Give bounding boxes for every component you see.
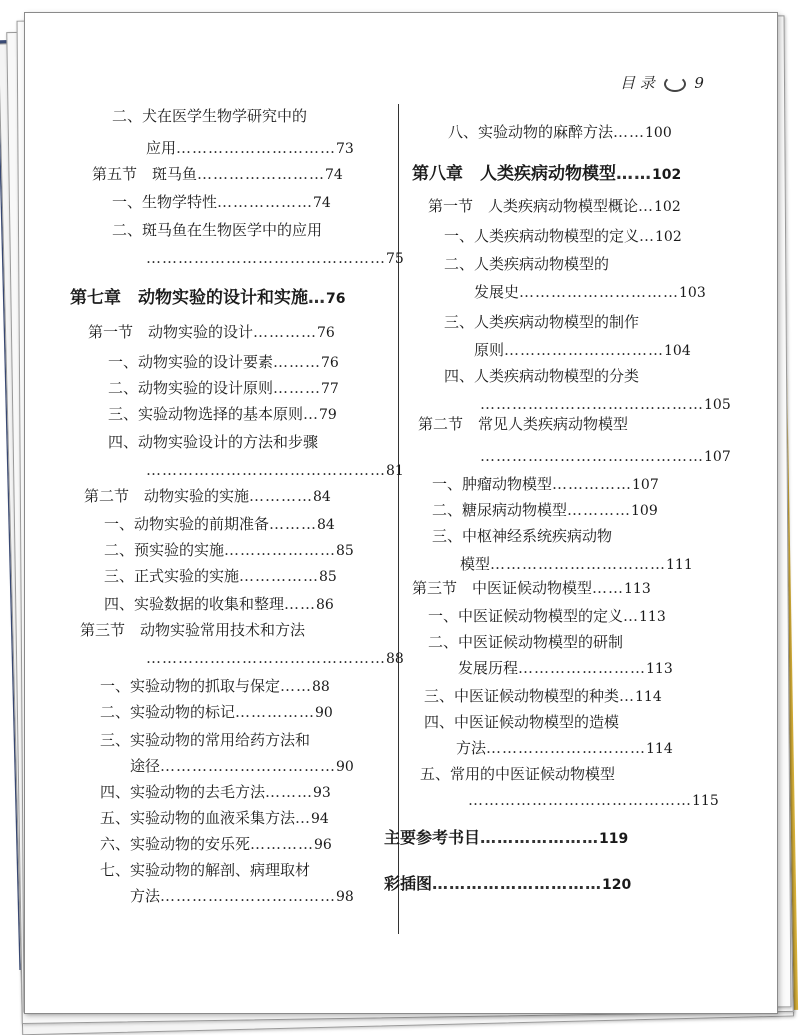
toc-page-number: 81 — [386, 463, 404, 479]
toc-entry-title: 四、动物实验设计的方法和步骤 — [108, 433, 319, 451]
toc-entry-title: 二、犬在医学生物学研究中的 — [112, 107, 308, 125]
toc-entry — [100, 834, 332, 855]
toc-page-number: 74 — [325, 167, 343, 183]
toc-leader-dots: … — [639, 227, 656, 245]
toc-entry-title: 一、动物实验的设计要素 — [108, 353, 274, 371]
toc-entry-title: 三、中枢神经系统疾病动物 — [432, 527, 613, 545]
toc-leader-dots: ……… — [273, 353, 322, 371]
toc-leader-dots: …………… — [552, 475, 633, 493]
toc-leader-dots: ……………… — [217, 193, 314, 211]
toc-entry — [474, 282, 706, 303]
toc-entry — [424, 712, 619, 732]
toc-leader-dots: … — [638, 197, 655, 215]
toc-leader-dots: …… — [284, 595, 317, 613]
toc-page-number: 79 — [319, 407, 337, 423]
toc-entry-title: 四、人类疾病动物模型的分类 — [444, 367, 640, 385]
toc-entry-title: 三、人类疾病动物模型的制作 — [444, 313, 640, 331]
toc-entry — [130, 886, 354, 907]
toc-entry-title: 二、中医证候动物模型的研制 — [428, 633, 624, 651]
toc-entry — [100, 730, 310, 750]
toc-page-number: 74 — [313, 195, 331, 211]
toc-entry — [100, 782, 331, 803]
toc-page-number: 88 — [312, 679, 330, 695]
toc-leader-dots: …………… — [239, 567, 320, 585]
toc-leader-dots: …………………………………… — [480, 395, 704, 413]
toc-entry — [70, 288, 345, 309]
toc-entry — [432, 500, 658, 521]
toc-leader-dots: … — [303, 405, 320, 423]
toc-entry — [458, 658, 673, 679]
toc-leader-dots: ………… — [567, 501, 632, 519]
toc-entry-title: 第一节 动物实验的设计 — [88, 323, 254, 341]
toc-page-number: 113 — [646, 661, 673, 677]
toc-entry-title: 五、常用的中医证候动物模型 — [420, 765, 616, 783]
toc-leader-dots: ………………… — [480, 828, 600, 847]
toc-page-number: 86 — [316, 597, 334, 613]
toc-entry-title: 六、实验动物的安乐死 — [100, 835, 251, 853]
toc-leader-dots: …………………………………… — [468, 791, 692, 809]
toc-entry-title: 一、肿瘤动物模型 — [432, 475, 553, 493]
toc-page-number: 73 — [336, 141, 354, 157]
toc-page-number: 88 — [386, 651, 404, 667]
toc-entry-title: 三、正式实验的实施 — [104, 567, 240, 585]
toc-entry — [146, 248, 404, 269]
toc-leader-dots: …………………………… — [490, 555, 667, 573]
toc-leader-dots: ………………………… — [519, 283, 680, 301]
toc-page-number: 114 — [646, 741, 673, 757]
header-title: 目 录 — [620, 74, 655, 92]
toc-leader-dots: ………… — [253, 323, 318, 341]
toc-entry-title: 二、糖尿病动物模型 — [432, 501, 568, 519]
toc-entry-title: 第五节 斑马鱼 — [92, 165, 198, 183]
toc-entry-title: 发展历程 — [458, 659, 519, 677]
toc-page-number: 111 — [666, 557, 693, 573]
toc-entry — [146, 460, 404, 481]
toc-page-number: 96 — [314, 837, 332, 853]
toc-entry-title: 五、实验动物的血液采集方法 — [100, 809, 296, 827]
toc-entry — [432, 526, 612, 546]
toc-page-number: 85 — [336, 543, 354, 559]
toc-leader-dots: ………………………… — [486, 739, 647, 757]
toc-entry-title: 一、生物学特性 — [112, 193, 218, 211]
toc-leader-dots: …… — [280, 677, 313, 695]
header-page-number: 9 — [694, 74, 704, 92]
toc-entry — [100, 808, 329, 829]
toc-entry-title: 八、实验动物的麻醉方法 — [448, 123, 614, 141]
toc-page-number: 93 — [313, 785, 331, 801]
toc-leader-dots: …………………… — [197, 165, 326, 183]
toc-leader-dots: …………………………………… — [480, 447, 704, 465]
toc-page-number: 77 — [321, 381, 339, 397]
toc-leader-dots: …………… — [235, 703, 316, 721]
toc-entry — [384, 874, 631, 895]
toc-entry — [444, 312, 639, 332]
toc-leader-dots: ………………………… — [176, 139, 337, 157]
toc-page-number: 75 — [386, 251, 404, 267]
toc-leader-dots: ……………………………………… — [146, 649, 386, 667]
toc-entry — [444, 226, 682, 247]
toc-entry-title: 方法 — [456, 739, 487, 757]
toc-entry-title: 四、实验动物的去毛方法 — [100, 783, 266, 801]
column-divider — [398, 104, 399, 934]
toc-page-number: 113 — [624, 581, 651, 597]
toc-page-number: 102 — [655, 229, 682, 245]
toc-page-number: 84 — [313, 489, 331, 505]
toc-entry-title: 模型 — [460, 555, 491, 573]
toc-leader-dots: ………… — [250, 835, 315, 853]
toc-leader-dots: ………………… — [224, 541, 337, 559]
toc-page-number: 103 — [679, 285, 706, 301]
toc-entry-title: 一、人类疾病动物模型的定义 — [444, 227, 640, 245]
toc-page-number: 100 — [645, 125, 672, 141]
toc-page-number: 85 — [319, 569, 337, 585]
toc-entry-title: 一、实验动物的抓取与保定 — [100, 677, 281, 695]
toc-entry — [112, 106, 307, 126]
toc-leader-dots: … — [295, 809, 312, 827]
toc-entry-title: 第八章 人类疾病动物模型 — [412, 164, 616, 184]
toc-leader-dots: ……… — [265, 783, 314, 801]
toc-page-number: 115 — [692, 793, 719, 809]
toc-page-number: 109 — [631, 503, 658, 519]
toc-leader-dots: … — [623, 607, 640, 625]
toc-page-number: 90 — [315, 705, 333, 721]
toc-entry — [384, 828, 628, 849]
toc-entry — [474, 340, 691, 361]
toc-entry — [108, 378, 339, 399]
toc-page-number: 119 — [599, 831, 629, 847]
toc-entry-title: 三、中医证候动物模型的种类 — [424, 687, 620, 705]
toc-entry-title: 彩插图 — [384, 874, 433, 893]
toc-entry — [92, 164, 343, 185]
toc-page-number: 90 — [336, 759, 354, 775]
toc-entry-title: 应用 — [146, 139, 177, 157]
toc-entry — [146, 138, 354, 159]
toc-entry — [112, 220, 322, 240]
toc-entry — [460, 554, 693, 575]
toc-page-number: 98 — [336, 889, 354, 905]
running-header — [620, 72, 704, 93]
toc-page-number: 76 — [321, 355, 339, 371]
toc-entry-title: 方法 — [130, 887, 161, 905]
swirl-icon — [664, 76, 686, 92]
toc-page-number: 94 — [311, 811, 329, 827]
toc-entry — [100, 676, 330, 697]
toc-entry-title: 途径 — [130, 757, 161, 775]
toc-leader-dots: ……… — [273, 379, 322, 397]
toc-entry-title: 三、实验动物选择的基本原则 — [108, 405, 304, 423]
toc-page-number: 107 — [704, 449, 731, 465]
toc-page-number: 76 — [326, 291, 346, 307]
toc-entry — [432, 474, 659, 495]
toc-leader-dots: ………… — [249, 487, 314, 505]
toc-entry-title: 第七章 动物实验的设计和实施 — [70, 288, 308, 308]
toc-entry-title: 二、动物实验的设计原则 — [108, 379, 274, 397]
toc-entry-title: 二、斑马鱼在生物医学中的应用 — [112, 221, 323, 239]
toc-entry — [444, 254, 609, 274]
toc-entry-title: 一、中医证候动物模型的定义 — [428, 607, 624, 625]
toc-page-number: 105 — [704, 397, 731, 413]
toc-entry-title: 发展史 — [474, 283, 520, 301]
toc-entry-title: 二、实验动物的标记 — [100, 703, 236, 721]
toc-page-number: 114 — [635, 689, 662, 705]
toc-entry — [108, 432, 318, 452]
toc-page-number: 102 — [654, 199, 681, 215]
toc-entry-title: 第一节 人类疾病动物模型概论 — [428, 197, 639, 215]
toc-entry — [428, 606, 666, 627]
toc-entry — [100, 702, 333, 723]
toc-entry — [420, 764, 615, 784]
toc-entry — [424, 686, 662, 707]
toc-page-number: 107 — [632, 477, 659, 493]
toc-entry-title: 二、人类疾病动物模型的 — [444, 255, 610, 273]
toc-entry — [468, 790, 719, 811]
toc-leader-dots: …… — [613, 123, 646, 141]
toc-leader-dots: … — [308, 288, 326, 308]
toc-entry-title: 第二节 动物实验的实施 — [84, 487, 250, 505]
toc-entry — [480, 446, 731, 467]
toc-entry — [84, 486, 331, 507]
toc-entry-title: 第三节 动物实验常用技术和方法 — [80, 621, 306, 639]
toc-leader-dots: ………………………… — [504, 341, 665, 359]
toc-entry-title: 原则 — [474, 341, 505, 359]
toc-entry — [104, 514, 335, 535]
toc-entry-title: 主要参考书目 — [384, 828, 481, 847]
toc-entry-title: 二、预实验的实施 — [104, 541, 225, 559]
toc-entry-title: 四、实验数据的收集和整理 — [104, 595, 285, 613]
toc-leader-dots: ……………………………………… — [146, 249, 386, 267]
toc-entry — [456, 738, 673, 759]
toc-entry — [428, 632, 623, 652]
toc-entry-title: 第三节 中医证候动物模型 — [412, 579, 593, 597]
toc-entry — [108, 352, 339, 373]
toc-entry — [444, 366, 639, 386]
toc-page-number: 84 — [317, 517, 335, 533]
toc-entry — [418, 414, 628, 434]
toc-leader-dots: …………………… — [518, 659, 647, 677]
toc-leader-dots: …… — [592, 579, 625, 597]
toc-entry-title: 三、实验动物的常用给药方法和 — [100, 731, 311, 749]
toc-leader-dots: ……………………………………… — [146, 461, 386, 479]
toc-leader-dots: ……… — [269, 515, 318, 533]
toc-leader-dots: ………………………… — [432, 874, 603, 893]
toc-page-number: 76 — [317, 325, 335, 341]
toc-leader-dots: …………………………… — [160, 887, 337, 905]
toc-page-number: 104 — [664, 343, 691, 359]
toc-entry — [412, 578, 651, 599]
toc-entry — [104, 540, 354, 561]
toc-leader-dots: … — [619, 687, 636, 705]
toc-page-number: 102 — [652, 167, 682, 183]
toc-entry — [428, 196, 681, 217]
toc-leader-dots: …… — [616, 164, 652, 184]
toc-entry — [88, 322, 335, 343]
toc-entry-title: 四、中医证候动物模型的造模 — [424, 713, 620, 731]
toc-entry — [108, 404, 337, 425]
toc-entry — [80, 620, 305, 640]
toc-page-number: 113 — [639, 609, 666, 625]
toc-entry — [146, 648, 404, 669]
toc-entry — [448, 122, 672, 143]
toc-leader-dots: …………………………… — [160, 757, 337, 775]
toc-entry — [104, 594, 334, 615]
toc-entry — [412, 164, 681, 185]
toc-entry — [480, 394, 731, 415]
toc-entry — [100, 860, 310, 880]
toc-entry — [112, 192, 331, 213]
toc-entry-title: 第二节 常见人类疾病动物模型 — [418, 415, 629, 433]
toc-entry-title: 七、实验动物的解剖、病理取材 — [100, 861, 311, 879]
toc-entry-title: 一、动物实验的前期准备 — [104, 515, 270, 533]
toc-entry — [130, 756, 354, 777]
toc-page-number: 120 — [602, 877, 632, 893]
toc-entry — [104, 566, 337, 587]
